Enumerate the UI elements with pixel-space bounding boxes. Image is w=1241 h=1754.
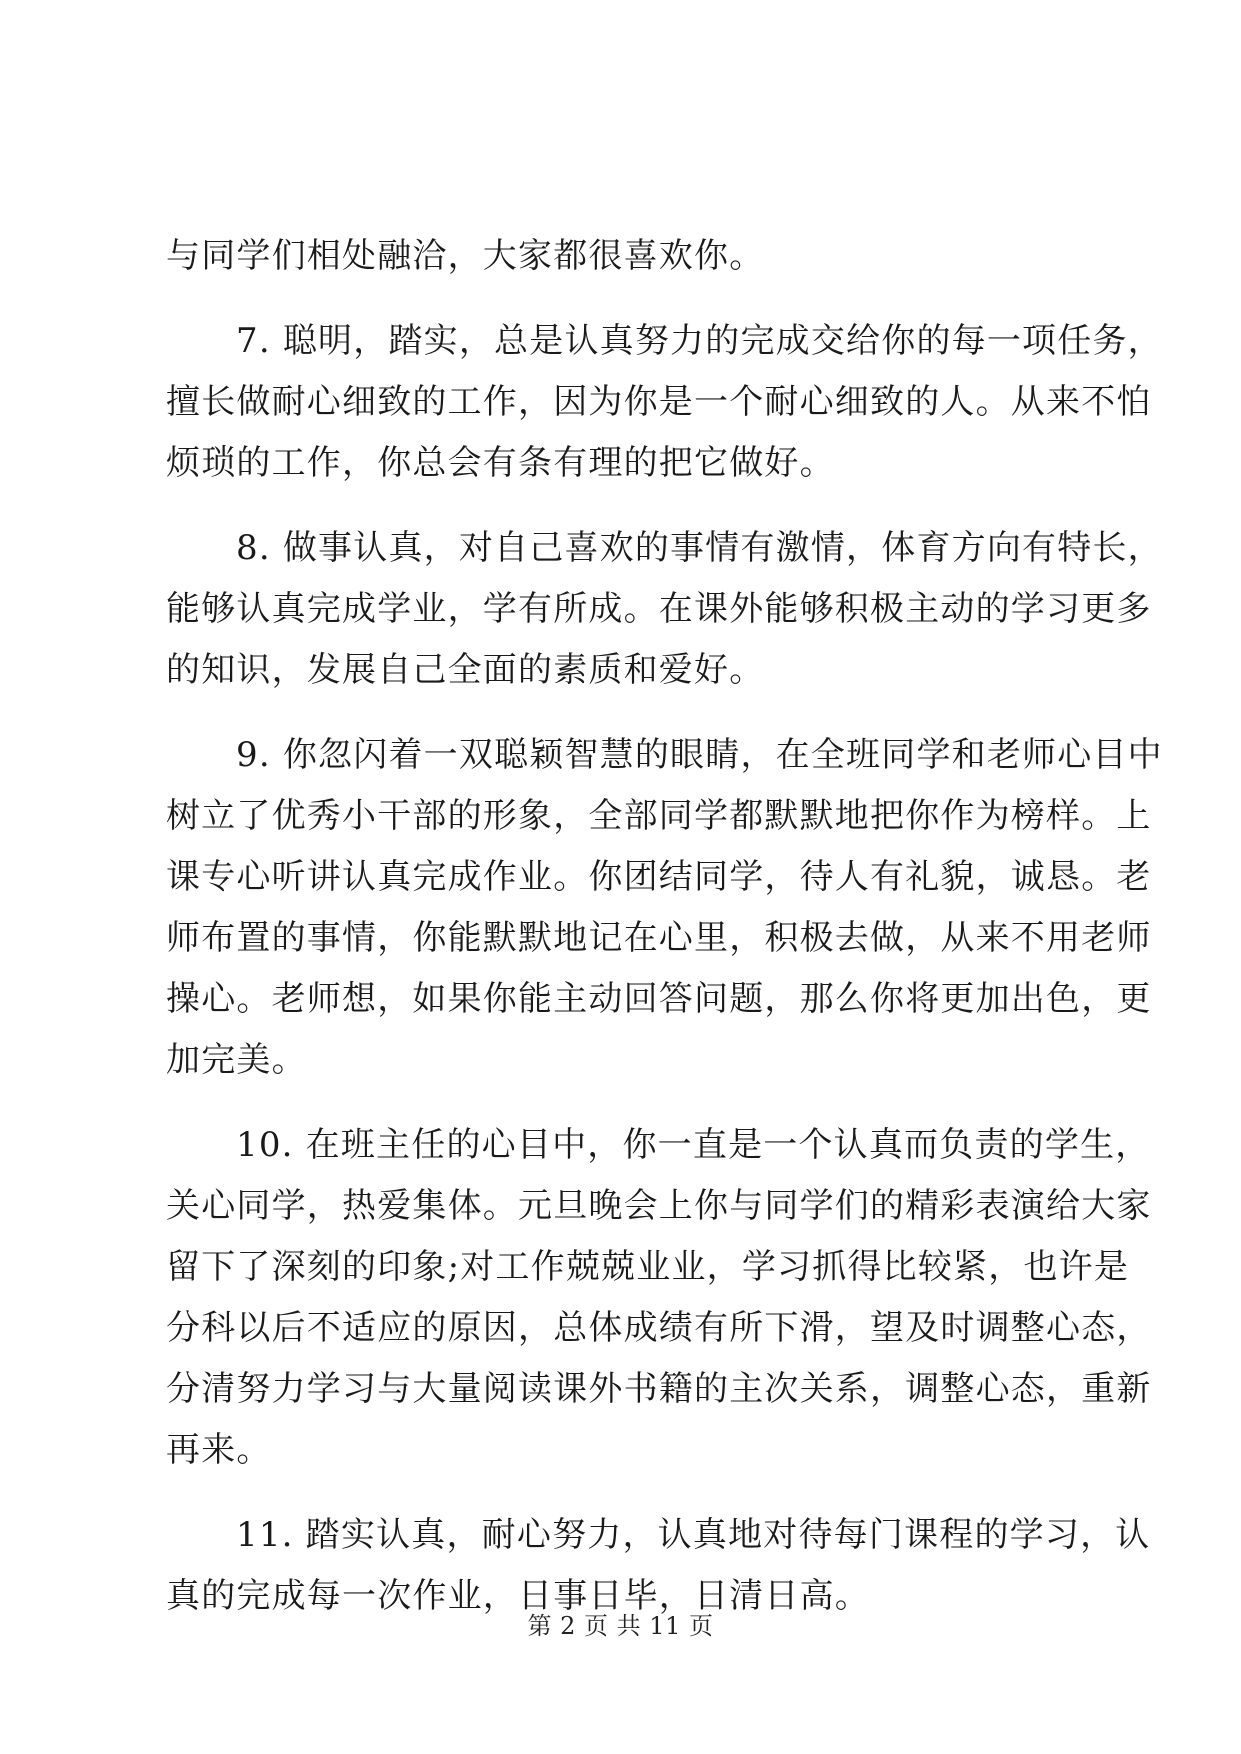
- text-line: 擅长做耐心细致的工作，因为你是一个耐心细致的人。从来不怕: [166, 382, 1152, 422]
- text-line: 留下了深刻的印象;对工作兢兢业业，学习抓得比较紧，也许是: [166, 1247, 1130, 1287]
- body-text: [166, 226, 1163, 1627]
- page-footer: [0, 1611, 1241, 1641]
- text-line: 师布置的事情，你能默默地记在心里，积极去做，从来不用老师: [166, 918, 1152, 958]
- text-line: 10. 在班主任的心目中，你一直是一个认真而负责的学生，: [236, 1125, 1151, 1165]
- text-line: 8. 做事认真，对自己喜欢的事情有激情，体育方向有特长，: [236, 528, 1163, 568]
- paragraph-9: [166, 725, 1163, 1091]
- text-line: 9. 你忽闪着一双聪颖智慧的眼睛，在全班同学和老师心目中: [236, 735, 1163, 775]
- paragraph-10: [166, 1115, 1152, 1481]
- text-line: 11. 踏实认真，耐心努力，认真地对待每门课程的学习，认: [236, 1515, 1151, 1555]
- text-line: 分清努力学习与大量阅读课外书籍的主次关系，调整心态，重新: [166, 1369, 1152, 1409]
- text-line: 烦琐的工作，你总会有条有理的把它做好。: [166, 443, 835, 483]
- text-line: 课专心听讲认真完成作业。你团结同学，待人有礼貌，诚恳。老: [166, 857, 1152, 897]
- text-line: 与同学们相处融洽，大家都很喜欢你。: [166, 236, 765, 276]
- text-line: 能够认真完成学业，学有所成。在课外能够积极主动的学习更多: [166, 589, 1152, 629]
- text-line: 再来。: [166, 1430, 272, 1470]
- text-line: 加完美。: [166, 1040, 307, 1080]
- text-line: 操心。老师想，如果你能主动回答问题，那么你将更加出色，更: [166, 979, 1152, 1019]
- text-line: 树立了优秀小干部的形象，全部同学都默默地把你作为榜样。上: [166, 796, 1152, 836]
- text-line: 的知识，发展自己全面的素质和爱好。: [166, 650, 765, 690]
- paragraph-8: [166, 518, 1163, 701]
- paragraph-continuation: [166, 226, 1084, 287]
- text-line: 分科以后不适应的原因，总体成绩有所下滑，望及时调整心态，: [166, 1308, 1152, 1348]
- text-line: 关心同学，热爱集体。元旦晚会上你与同学们的精彩表演给大家: [166, 1186, 1152, 1226]
- text-line: 7. 聪明，踏实，总是认真努力的完成交给你的每一项任务，: [236, 321, 1163, 361]
- paragraph-11: [166, 1505, 1151, 1627]
- page-number-label: 第 2 页 共 11 页: [527, 1612, 714, 1640]
- text-line: 真的完成每一次作业，日事日毕，日清日高。: [166, 1576, 870, 1616]
- paragraph-7: [166, 311, 1163, 494]
